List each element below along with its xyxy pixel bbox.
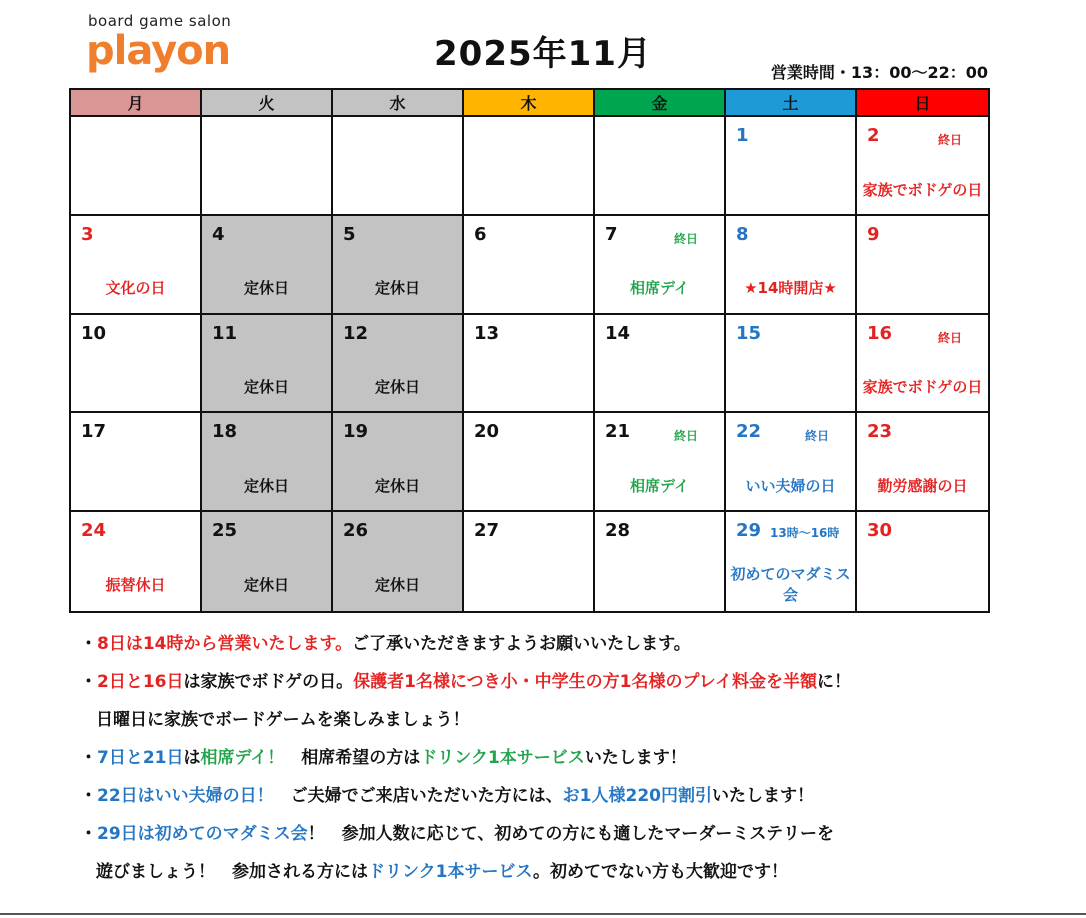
calendar-day bbox=[595, 315, 726, 414]
weekday-header: 金 bbox=[595, 90, 726, 117]
day-number: 4 bbox=[212, 223, 225, 245]
calendar-day bbox=[464, 216, 595, 315]
calendar-day bbox=[333, 117, 464, 216]
day-number: 23 bbox=[867, 421, 893, 443]
day-number: 20 bbox=[474, 421, 500, 443]
note-segment: は bbox=[183, 748, 201, 768]
day-number: 16 bbox=[867, 322, 893, 344]
day-event: 定休日 bbox=[374, 279, 420, 298]
day-number: 27 bbox=[474, 520, 500, 542]
note-segment: 。初めてでない方も大歓迎です！ bbox=[533, 862, 788, 882]
day-number: 22 bbox=[736, 421, 762, 443]
day-number: 30 bbox=[867, 520, 893, 542]
day-event: 文化の日 bbox=[105, 279, 166, 298]
weekday-header: 火 bbox=[202, 90, 333, 117]
note-line bbox=[80, 820, 1070, 858]
calendar-day bbox=[595, 512, 726, 611]
calendar-day bbox=[202, 315, 333, 414]
day-number: 14 bbox=[605, 322, 631, 344]
divider bbox=[0, 913, 1086, 915]
calendar-day bbox=[857, 413, 988, 512]
day-number: 1 bbox=[736, 125, 749, 146]
day-number: 24 bbox=[81, 520, 107, 542]
day-tag: 終日 bbox=[673, 429, 698, 444]
note-segment: 8日は14時から営業いたします。 bbox=[97, 634, 353, 654]
calendar-day bbox=[464, 413, 595, 512]
day-number: 29 bbox=[736, 520, 762, 542]
calendar-day bbox=[464, 117, 595, 216]
calendar-day bbox=[857, 216, 988, 315]
day-number: 15 bbox=[736, 322, 762, 344]
day-event: 相席デイ bbox=[630, 279, 689, 298]
note-line bbox=[80, 706, 1070, 744]
note-segment: いたします！ bbox=[584, 748, 687, 768]
day-number: 28 bbox=[605, 520, 631, 542]
note-line bbox=[80, 630, 1070, 668]
calendar-day bbox=[857, 117, 988, 216]
note-segment: ご夫婦でご来店いただいた方には、 bbox=[273, 786, 563, 806]
note-segment: ・ bbox=[80, 748, 97, 768]
weekday-header: 日 bbox=[857, 90, 988, 117]
note-segment: 保護者1名様につき小・中学生の方1名様のプレイ料金を半額 bbox=[353, 672, 817, 692]
day-tag: 終日 bbox=[937, 133, 962, 147]
calendar-day bbox=[857, 512, 988, 611]
day-number: 11 bbox=[212, 322, 238, 344]
day-tag: 13時〜16時 bbox=[770, 526, 840, 541]
calendar-day bbox=[333, 512, 464, 611]
note-segment: ドリンク1本サービス bbox=[368, 862, 533, 882]
weekday-header: 木 bbox=[464, 90, 595, 117]
calendar-day bbox=[71, 216, 202, 315]
day-event: 定休日 bbox=[374, 476, 420, 495]
day-event: 相席デイ bbox=[630, 476, 689, 495]
weekday-header: 水 bbox=[333, 90, 464, 117]
day-tag: 終日 bbox=[804, 429, 829, 444]
calendar-day bbox=[464, 315, 595, 414]
calendar-day bbox=[595, 216, 726, 315]
day-event: 定休日 bbox=[243, 575, 289, 594]
note-segment: 日曜日に家族でボードゲームを楽しみましょう！ bbox=[96, 710, 470, 730]
day-number: 8 bbox=[736, 223, 749, 245]
day-event: 家族でボドゲの日 bbox=[862, 180, 983, 199]
calendar-day bbox=[726, 315, 857, 414]
day-number: 17 bbox=[81, 421, 107, 443]
weekday-header: 土 bbox=[726, 90, 857, 117]
note-segment: 7日と21日 bbox=[97, 748, 184, 768]
calendar-day bbox=[726, 216, 857, 315]
calendar-day bbox=[333, 413, 464, 512]
note-segment: ・ bbox=[80, 824, 97, 844]
note-segment: 29日は初めてのマダミス会 bbox=[97, 824, 308, 844]
weekday-header: 月 bbox=[71, 90, 202, 117]
day-number: 3 bbox=[81, 223, 94, 245]
calendar-day bbox=[726, 512, 857, 611]
day-number: 18 bbox=[212, 421, 238, 443]
note-segment: 遊びましょう！ 参加される方には bbox=[96, 862, 368, 882]
day-number: 7 bbox=[605, 223, 618, 245]
calendar-day bbox=[71, 512, 202, 611]
day-event: 勤労感謝の日 bbox=[877, 476, 968, 495]
note-line bbox=[80, 668, 1070, 706]
calendar-day bbox=[333, 315, 464, 414]
day-number: 21 bbox=[605, 421, 631, 443]
note-segment: ご了承いただきますようお願いいたします。 bbox=[352, 634, 691, 654]
calendar-day bbox=[857, 315, 988, 414]
day-number: 2 bbox=[867, 125, 880, 146]
note-segment: 相席希望の方は bbox=[284, 748, 421, 768]
day-event: 定休日 bbox=[374, 378, 420, 397]
calendar-grid bbox=[69, 88, 990, 613]
day-tag: 終日 bbox=[937, 330, 962, 345]
calendar-day bbox=[726, 117, 857, 216]
calendar-day bbox=[595, 413, 726, 512]
calendar-day bbox=[71, 117, 202, 216]
note-segment: 相席デイ！ bbox=[200, 748, 285, 768]
day-number: 5 bbox=[343, 223, 356, 245]
day-number: 6 bbox=[474, 223, 487, 245]
calendar-day bbox=[464, 512, 595, 611]
day-tag: 終日 bbox=[673, 231, 698, 246]
day-event: 定休日 bbox=[243, 378, 289, 397]
day-event: 定休日 bbox=[243, 279, 289, 298]
note-segment: お1人様220円割引 bbox=[562, 786, 712, 806]
logo-subtitle: board game salon bbox=[88, 12, 232, 30]
note-segment: ・ bbox=[80, 634, 97, 654]
note-segment: に！ bbox=[816, 672, 851, 692]
day-event: 家族でボドゲの日 bbox=[862, 378, 983, 397]
notes-list bbox=[80, 630, 1070, 896]
calendar-day bbox=[202, 216, 333, 315]
calendar-day bbox=[726, 413, 857, 512]
day-event: 定休日 bbox=[243, 476, 289, 495]
note-line bbox=[80, 782, 1070, 820]
day-number: 25 bbox=[212, 520, 238, 542]
day-number: 19 bbox=[343, 421, 369, 443]
day-number: 9 bbox=[867, 223, 880, 245]
note-segment: は家族でボドゲの日。 bbox=[183, 672, 354, 692]
note-segment: いたします！ bbox=[712, 786, 814, 806]
day-event: いい夫婦の日 bbox=[745, 476, 836, 495]
note-segment: ドリンク1本サービス bbox=[420, 748, 585, 768]
calendar-day bbox=[71, 315, 202, 414]
note-segment: 22日はいい夫婦の日！ bbox=[97, 786, 274, 806]
day-number: 10 bbox=[81, 322, 107, 344]
calendar-day bbox=[71, 413, 202, 512]
page-title: 2025年11月 bbox=[434, 34, 652, 74]
note-segment: ・ bbox=[80, 672, 97, 692]
day-number: 13 bbox=[474, 322, 500, 344]
note-segment: ・ bbox=[80, 786, 97, 806]
day-event: ★14時開店★ bbox=[744, 279, 837, 298]
note-line bbox=[80, 744, 1070, 782]
calendar-day bbox=[333, 216, 464, 315]
note-line bbox=[80, 858, 1070, 896]
business-hours: 営業時間・13：00〜22：00 bbox=[770, 63, 988, 82]
note-segment: ！ 参加人数に応じて、初めての方にも適したマーダーミステリーを bbox=[307, 824, 834, 844]
note-segment: 2日と16日 bbox=[97, 672, 184, 692]
calendar-day bbox=[202, 512, 333, 611]
calendar-day bbox=[202, 117, 333, 216]
day-number: 12 bbox=[343, 322, 369, 344]
day-event: 初めてのマダミス会 bbox=[730, 565, 851, 605]
logo-wordmark: playon bbox=[86, 28, 231, 74]
day-event: 定休日 bbox=[374, 575, 420, 594]
day-event: 振替休日 bbox=[105, 575, 166, 594]
day-number: 26 bbox=[343, 520, 369, 542]
calendar-day bbox=[202, 413, 333, 512]
calendar-day bbox=[595, 117, 726, 216]
